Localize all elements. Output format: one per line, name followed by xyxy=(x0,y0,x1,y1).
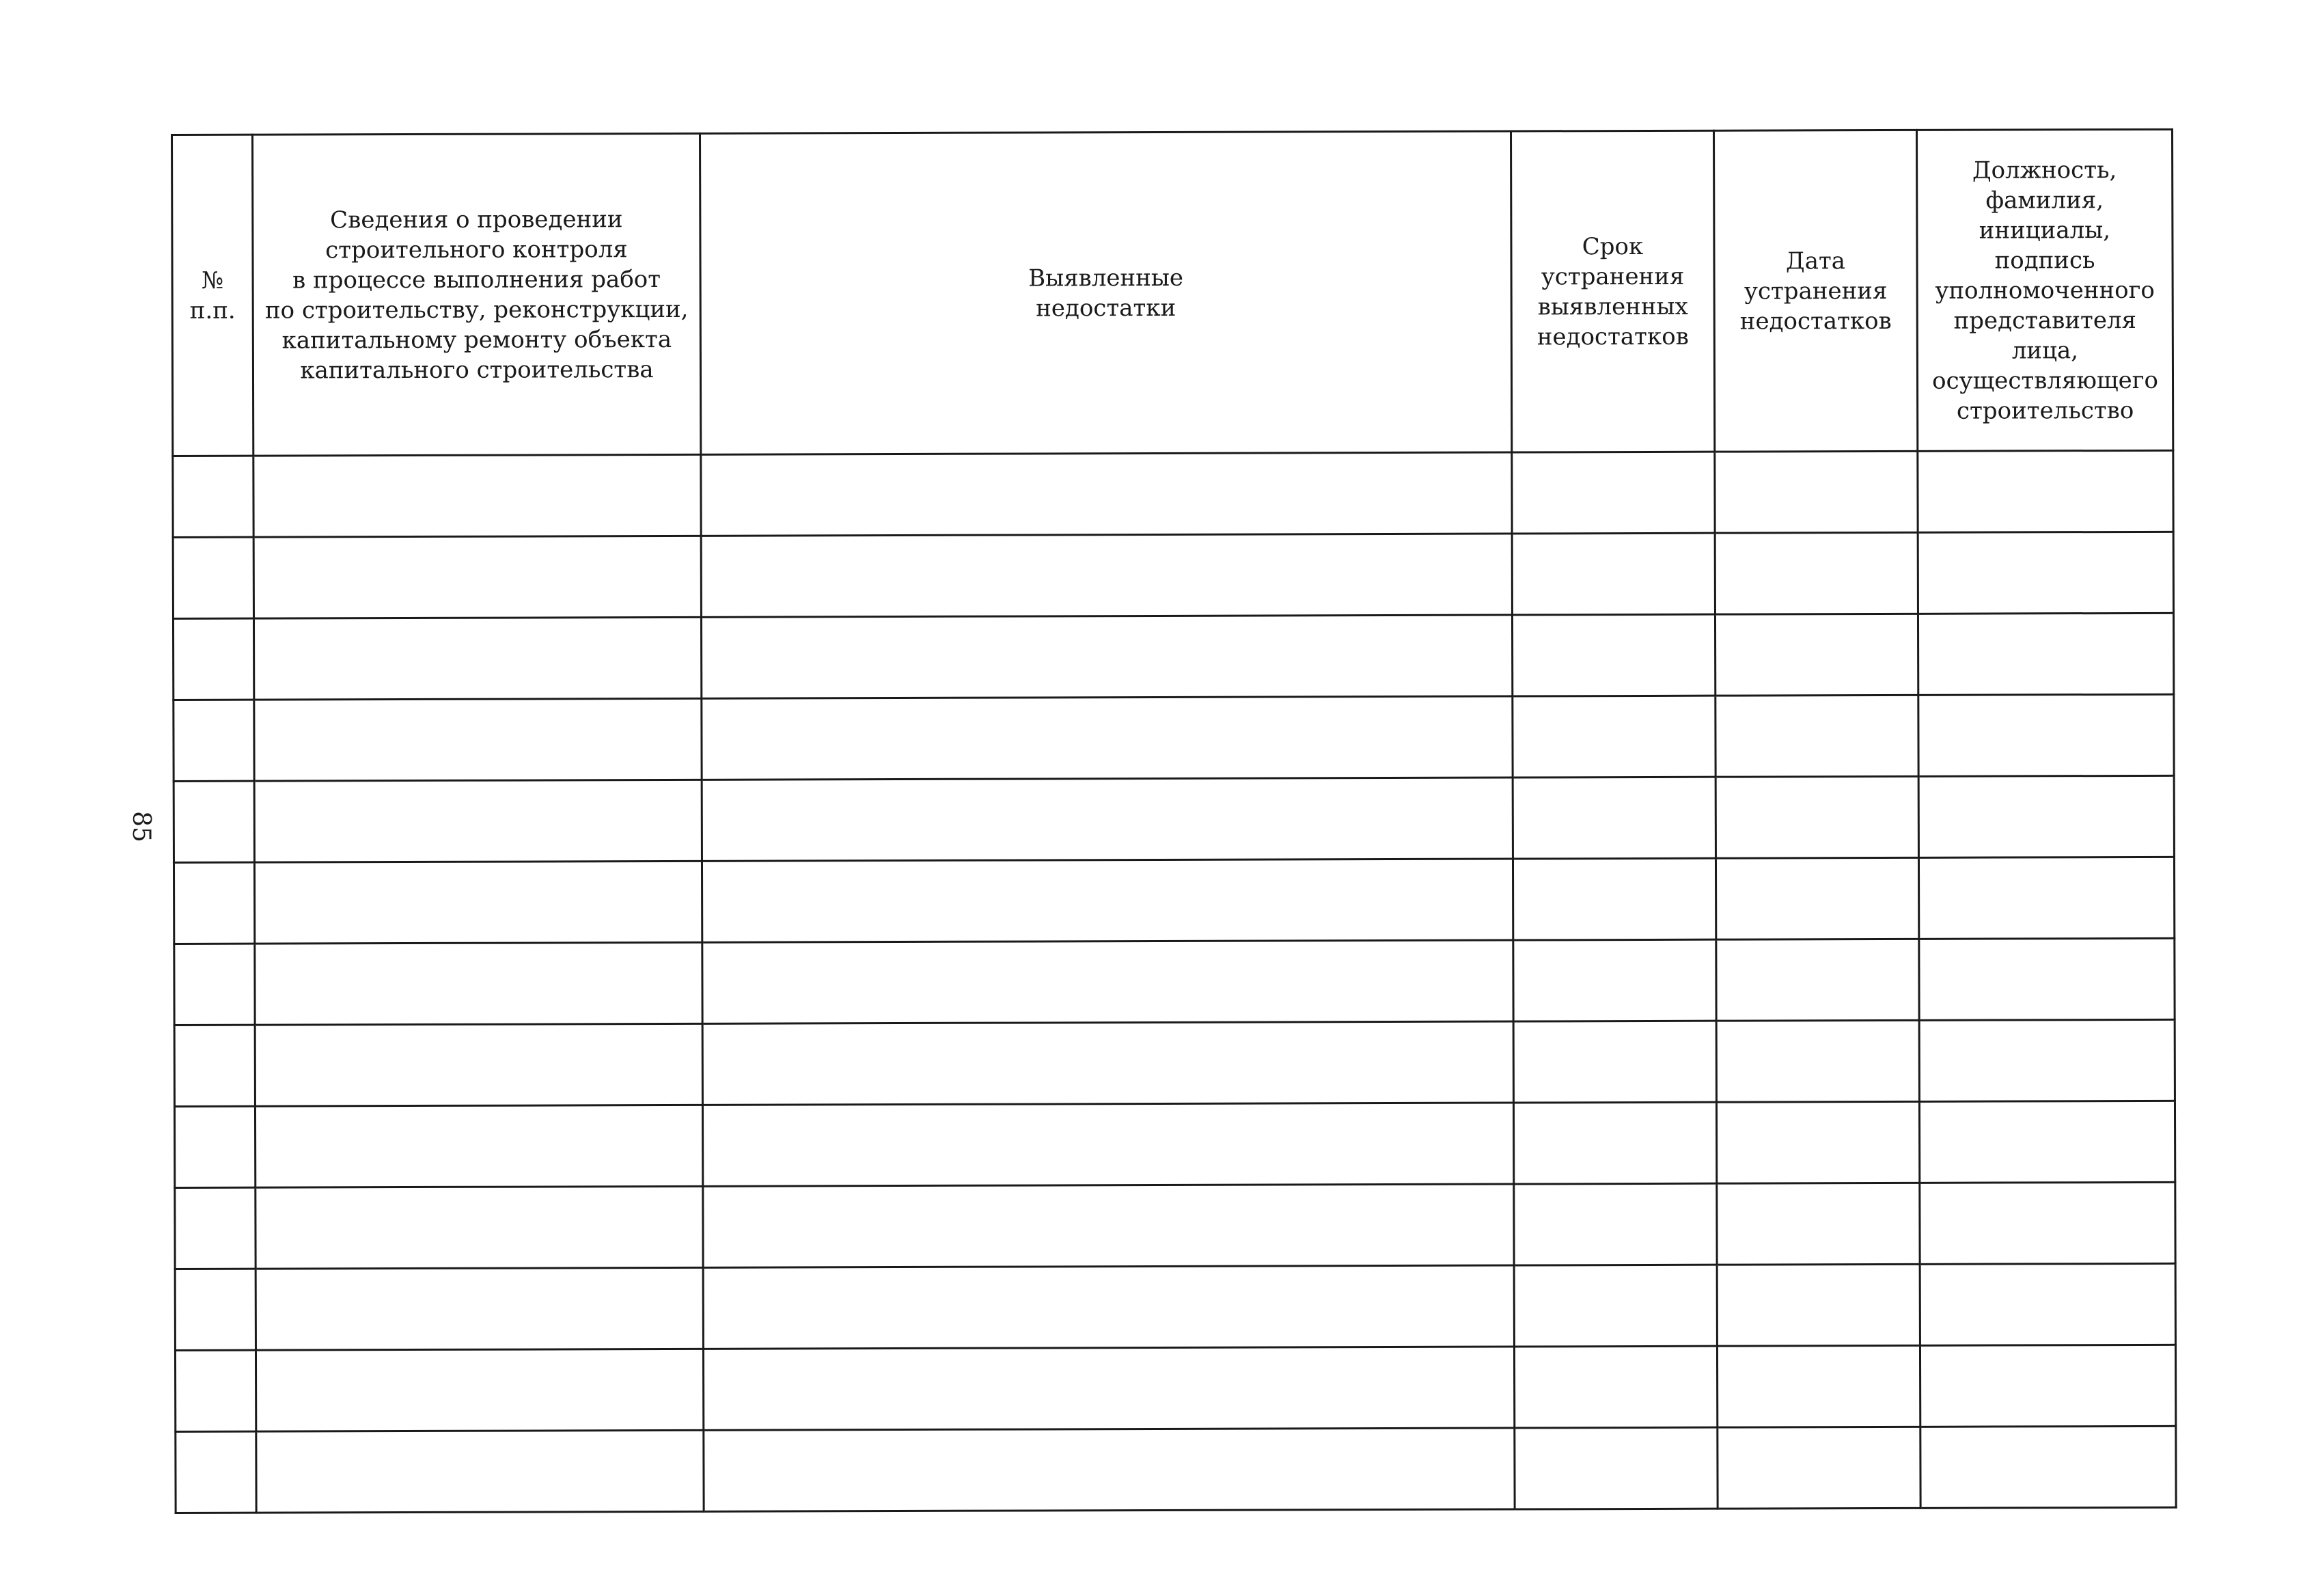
cell-signature[interactable] xyxy=(1918,450,2173,532)
cell-num[interactable] xyxy=(173,618,253,700)
cell-fix-date[interactable] xyxy=(1717,1264,1920,1346)
cell-deadline[interactable] xyxy=(1514,1265,1717,1347)
table-row xyxy=(174,938,2175,1025)
cell-defects[interactable] xyxy=(704,1428,1515,1511)
cell-num[interactable] xyxy=(176,1431,256,1513)
table-row xyxy=(175,1182,2175,1269)
cell-deadline[interactable] xyxy=(1515,1427,1718,1509)
column-header-defects: Выявленные недостатки xyxy=(700,131,1512,454)
cell-defects[interactable] xyxy=(702,696,1513,780)
cell-control-info[interactable] xyxy=(254,780,702,862)
cell-num[interactable] xyxy=(175,1350,256,1431)
table-row xyxy=(173,532,2173,618)
cell-signature[interactable] xyxy=(1920,1426,2176,1508)
cell-defects[interactable] xyxy=(701,615,1512,698)
cell-signature[interactable] xyxy=(1918,613,2173,695)
cell-signature[interactable] xyxy=(1918,532,2173,614)
cell-control-info[interactable] xyxy=(256,1186,703,1269)
cell-num[interactable] xyxy=(175,1187,256,1269)
column-header-control-info: Сведения о проведении строительного контроля в процессе выполнения работ по строительству, реконструкции, капитальному ремонту объекта капитального строительства xyxy=(253,133,701,456)
cell-defects[interactable] xyxy=(701,452,1512,536)
cell-signature[interactable] xyxy=(1919,1101,2175,1183)
cell-signature[interactable] xyxy=(1918,857,2174,939)
cell-defects[interactable] xyxy=(703,1347,1514,1430)
cell-signature[interactable] xyxy=(1920,1263,2175,1345)
table-row xyxy=(174,1019,2175,1106)
cell-num[interactable] xyxy=(174,944,255,1025)
cell-fix-date[interactable] xyxy=(1716,776,1918,858)
cell-fix-date[interactable] xyxy=(1716,857,1918,939)
cell-deadline[interactable] xyxy=(1513,777,1716,859)
cell-control-info[interactable] xyxy=(253,454,701,537)
cell-defects[interactable] xyxy=(701,534,1512,617)
cell-fix-date[interactable] xyxy=(1715,451,1918,533)
table-row xyxy=(176,1426,2176,1513)
table-row xyxy=(175,1263,2175,1350)
cell-deadline[interactable] xyxy=(1514,1183,1717,1265)
cell-defects[interactable] xyxy=(703,1184,1514,1267)
cell-signature[interactable] xyxy=(1919,1019,2175,1101)
table-row xyxy=(174,694,2174,781)
table-row xyxy=(174,857,2174,944)
cell-fix-date[interactable] xyxy=(1717,1345,1920,1427)
cell-signature[interactable] xyxy=(1918,775,2174,857)
table-body xyxy=(173,450,2176,1513)
cell-fix-date[interactable] xyxy=(1717,1183,1920,1265)
cell-control-info[interactable] xyxy=(255,942,702,1025)
table-row xyxy=(173,613,2173,700)
cell-deadline[interactable] xyxy=(1513,858,1716,940)
cell-num[interactable] xyxy=(174,1025,255,1106)
cell-control-info[interactable] xyxy=(255,1023,702,1106)
cell-deadline[interactable] xyxy=(1513,696,1716,778)
column-header-deadline: Срок устранения выявленных недостатков xyxy=(1511,130,1714,452)
cell-deadline[interactable] xyxy=(1513,1021,1716,1103)
cell-fix-date[interactable] xyxy=(1716,1101,1919,1183)
cell-control-info[interactable] xyxy=(253,617,701,700)
table-row xyxy=(174,775,2174,862)
cell-control-info[interactable] xyxy=(256,1267,703,1350)
cell-num[interactable] xyxy=(174,1106,255,1187)
cell-signature[interactable] xyxy=(1920,1182,2175,1264)
cell-fix-date[interactable] xyxy=(1715,614,1918,696)
cell-deadline[interactable] xyxy=(1513,939,1716,1021)
cell-num[interactable] xyxy=(174,700,254,781)
construction-control-table xyxy=(171,128,2177,1514)
cell-control-info[interactable] xyxy=(256,1349,703,1431)
cell-num[interactable] xyxy=(175,1269,256,1350)
cell-num[interactable] xyxy=(174,862,254,944)
cell-control-info[interactable] xyxy=(254,698,702,781)
cell-deadline[interactable] xyxy=(1512,533,1715,615)
cell-control-info[interactable] xyxy=(256,1430,704,1513)
cell-deadline[interactable] xyxy=(1513,1102,1716,1184)
cell-defects[interactable] xyxy=(702,778,1513,861)
cell-deadline[interactable] xyxy=(1512,452,1715,534)
cell-signature[interactable] xyxy=(1918,694,2174,776)
table-row xyxy=(174,1101,2175,1187)
cell-signature[interactable] xyxy=(1919,938,2175,1020)
column-header-num: № п.п. xyxy=(172,135,253,456)
page-number: 85 xyxy=(127,811,155,842)
cell-fix-date[interactable] xyxy=(1716,939,1919,1021)
cell-control-info[interactable] xyxy=(254,861,702,944)
cell-defects[interactable] xyxy=(702,859,1513,942)
cell-fix-date[interactable] xyxy=(1715,532,1918,614)
cell-fix-date[interactable] xyxy=(1716,1020,1919,1102)
cell-deadline[interactable] xyxy=(1512,614,1715,696)
table-row xyxy=(175,1345,2175,1431)
cell-num[interactable] xyxy=(173,456,253,537)
cell-signature[interactable] xyxy=(1920,1345,2175,1427)
column-header-fix-date: Дата устранения недостатков xyxy=(1713,130,1917,452)
cell-fix-date[interactable] xyxy=(1718,1427,1920,1509)
cell-num[interactable] xyxy=(174,781,254,862)
table-row xyxy=(173,450,2173,537)
cell-defects[interactable] xyxy=(702,1021,1513,1105)
cell-num[interactable] xyxy=(173,537,253,618)
cell-control-info[interactable] xyxy=(253,536,701,618)
cell-fix-date[interactable] xyxy=(1716,695,1918,777)
table-header-row xyxy=(172,129,2173,456)
cell-control-info[interactable] xyxy=(255,1105,702,1187)
cell-defects[interactable] xyxy=(702,940,1513,1023)
cell-defects[interactable] xyxy=(702,1103,1513,1186)
cell-deadline[interactable] xyxy=(1514,1346,1717,1428)
column-header-signature: Должность, фамилия, инициалы, подпись уполномоченного представителя лица, осуществляющего строительство xyxy=(1916,129,2173,451)
cell-defects[interactable] xyxy=(703,1265,1514,1349)
